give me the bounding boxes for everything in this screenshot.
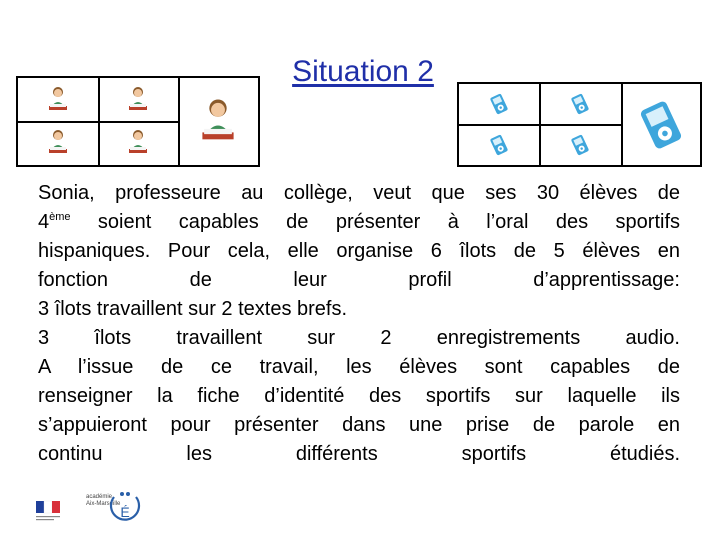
institution-logos [34, 489, 144, 531]
student-reading-icon [46, 85, 70, 115]
paragraph-line: fonction de leur profil d’apprentissage: [38, 269, 680, 291]
republique-francaise-logo [34, 499, 64, 525]
paragraph-line: renseigner la fiche d’identité des sportifs sur laquelle ils [38, 385, 680, 407]
student-reading-icon [193, 96, 243, 148]
grid-cell [621, 84, 702, 167]
grid-cell [459, 124, 541, 167]
grid-cell [98, 121, 180, 167]
audio-player-icon [568, 133, 592, 157]
paragraph-line: 3 îlots travaillent sur 2 enregistrements audio. [38, 327, 680, 349]
paragraph-line: 4ème soient capables de présenter à l’oral des sportifs [38, 211, 680, 233]
paragraph-line: continu les différents sportifs étudiés. [38, 443, 680, 465]
grid-cell [98, 78, 180, 123]
academie-e-logo [108, 489, 142, 529]
paragraph-line: s’appuieront pour présenter dans une prise de parole en [38, 414, 680, 436]
grid-cell [459, 84, 541, 126]
student-reading-icon [126, 85, 150, 115]
paragraph-line: 3 îlots travaillent sur 2 textes brefs. [38, 298, 348, 320]
audio-player-icon [487, 133, 511, 157]
paragraph-line: Sonia, professeure au collège, veut que ses 30 élèves de [38, 182, 680, 204]
paragraph-line: hispaniques. Pour cela, elle organise 6 îlots de 5 élèves en [38, 240, 680, 262]
audio-player-icon [568, 92, 592, 116]
student-reading-icon [46, 128, 70, 158]
academie-label: académie [86, 494, 113, 500]
paragraph-line: A l’issue de ce travail, les élèves sont capables de [38, 356, 680, 378]
grid-cell [178, 78, 260, 167]
student-reading-icon [126, 128, 150, 158]
situation-paragraph [38, 179, 680, 469]
audio-players-grid [457, 82, 702, 167]
audio-player-icon [487, 92, 511, 116]
academie-region-label: Aix-Marseille [86, 501, 121, 507]
reading-students-grid [16, 76, 260, 167]
grid-cell [18, 121, 100, 167]
superscript-ordinal: ème [49, 211, 71, 223]
grid-cell [18, 78, 100, 123]
academie-e-letter: É [120, 504, 130, 520]
audio-player-icon [633, 94, 689, 156]
grid-cell [539, 124, 623, 167]
grid-cell [539, 84, 623, 126]
page-title: Situation 2 [292, 55, 434, 88]
